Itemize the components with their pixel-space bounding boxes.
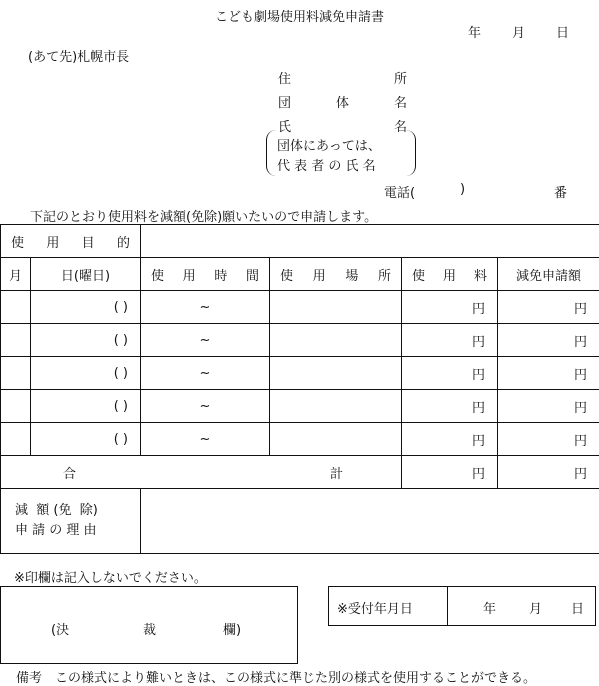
cell-fee[interactable]: 円 [402, 291, 498, 324]
header-place-3: 場 [345, 268, 359, 284]
decision-label-close: 欄) [223, 623, 242, 638]
cell-reduced[interactable]: 円 [498, 423, 599, 456]
table-row [1, 390, 599, 423]
cell-fee[interactable]: 円 [402, 390, 498, 423]
purpose-label-cell [1, 225, 141, 258]
receipt-day: 日 [571, 602, 585, 617]
decision-label-mid: 裁 [143, 623, 157, 638]
cell-month[interactable] [1, 423, 31, 456]
cell-reduced[interactable]: 円 [498, 291, 599, 324]
cell-time[interactable]: ~ [141, 423, 270, 456]
cell-month[interactable] [1, 390, 31, 423]
receipt-month: 月 [529, 602, 543, 617]
reason-label-line2: 申 請 の 理 由 [15, 523, 97, 538]
cell-place[interactable] [270, 390, 402, 423]
cell-time[interactable]: ~ [141, 357, 270, 390]
header-time-2: 用 [182, 268, 196, 284]
header-day: 日(曜日) [31, 258, 141, 291]
name-label-2: 名 [394, 120, 408, 135]
org-name-label-1: 団 [278, 96, 292, 111]
stamp-note: ※印欄は記入しないでください。 [14, 571, 207, 586]
cell-weekday[interactable]: ( ) [31, 291, 141, 324]
cell-fee[interactable]: 円 [402, 324, 498, 357]
date-month-label: 月 [512, 26, 526, 41]
receipt-divider [447, 587, 448, 625]
receipt-year: 年 [483, 602, 497, 617]
table-row [1, 324, 599, 357]
header-fee [402, 258, 498, 291]
header-month: 月 [1, 258, 31, 291]
org-name-label-2: 体 [336, 96, 350, 111]
header-place [270, 258, 402, 291]
header-place-1: 使 [280, 268, 294, 284]
org-note-line2: 代 表 者 の 氏 名 [277, 159, 376, 174]
table-row [1, 291, 599, 324]
header-fee-2: 用 [442, 268, 456, 284]
cell-month[interactable] [1, 324, 31, 357]
total-fee[interactable]: 円 [402, 456, 498, 489]
header-time-3: 時 [214, 268, 228, 284]
cell-month[interactable] [1, 291, 31, 324]
cell-time[interactable]: ~ [141, 324, 270, 357]
reason-label-cell [1, 489, 141, 554]
cell-weekday[interactable]: ( ) [31, 423, 141, 456]
form-title: こども劇場使用料減免申請書 [214, 10, 384, 25]
total-label-right: 計 [329, 466, 343, 482]
purpose-label-4: 的 [116, 235, 130, 251]
cell-time[interactable]: ~ [141, 291, 270, 324]
cell-reduced[interactable]: 円 [498, 324, 599, 357]
decision-box [0, 586, 298, 664]
purpose-input-cell[interactable] [141, 225, 599, 258]
cell-fee[interactable]: 円 [402, 357, 498, 390]
name-label-1: 氏 [278, 120, 292, 135]
total-label-cell [1, 456, 402, 489]
total-label-left: 合 [63, 466, 77, 482]
cell-month[interactable] [1, 357, 31, 390]
addressee: (あて先)札幌市長 [28, 50, 130, 65]
address-label-2: 所 [394, 72, 408, 87]
total-reduced[interactable]: 円 [498, 456, 599, 489]
header-place-4: 所 [377, 268, 391, 284]
table-row [1, 357, 599, 390]
cell-place[interactable] [270, 291, 402, 324]
date-year-label: 年 [468, 26, 482, 41]
date-day-label: 日 [556, 26, 570, 41]
purpose-label-3: 目 [81, 235, 95, 251]
usage-table [0, 224, 599, 554]
reason-label-line1: 減 額 (免 除) [15, 503, 98, 518]
header-place-2: 用 [312, 268, 326, 284]
reason-row [1, 489, 599, 554]
cell-weekday[interactable]: ( ) [31, 390, 141, 423]
address-label-1: 住 [278, 72, 292, 87]
cell-reduced[interactable]: 円 [498, 357, 599, 390]
cell-place[interactable] [270, 357, 402, 390]
receipt-label: ※受付年月日 [337, 602, 413, 617]
header-time-4: 間 [245, 268, 259, 284]
table-row [1, 423, 599, 456]
header-reduced-amount: 減免申請額 [498, 258, 599, 291]
phone-close: ) [460, 182, 466, 197]
org-name-label-3: 名 [394, 96, 408, 111]
phone-label: 電話( [384, 186, 416, 201]
header-time [141, 258, 270, 291]
receipt-box [328, 586, 596, 626]
header-fee-1: 使 [412, 268, 426, 284]
decision-label-open: (決 [51, 623, 70, 638]
cell-place[interactable] [270, 423, 402, 456]
purpose-row [1, 225, 599, 258]
header-row [1, 258, 599, 291]
purpose-label-1: 使 [11, 235, 25, 251]
header-time-1: 使 [151, 268, 165, 284]
cell-weekday[interactable]: ( ) [31, 357, 141, 390]
representative-bracket [266, 130, 416, 176]
cell-fee[interactable]: 円 [402, 423, 498, 456]
header-fee-3: 料 [473, 268, 487, 284]
cell-weekday[interactable]: ( ) [31, 324, 141, 357]
cell-time[interactable]: ~ [141, 390, 270, 423]
cell-reduced[interactable]: 円 [498, 390, 599, 423]
phone-number-suffix: 番 [554, 186, 568, 201]
org-note-line1: 団体にあっては、 [277, 139, 381, 154]
reason-input-cell[interactable] [141, 489, 599, 554]
purpose-label-2: 用 [46, 235, 60, 251]
total-row [1, 456, 599, 489]
cell-place[interactable] [270, 324, 402, 357]
intro-text: 下記のとおり使用料を減額(免除)願いたいので申請します。 [30, 210, 378, 225]
remark-note: 備考 この様式により難いときは、この様式に準じた別の様式を使用することができる。 [16, 671, 537, 686]
